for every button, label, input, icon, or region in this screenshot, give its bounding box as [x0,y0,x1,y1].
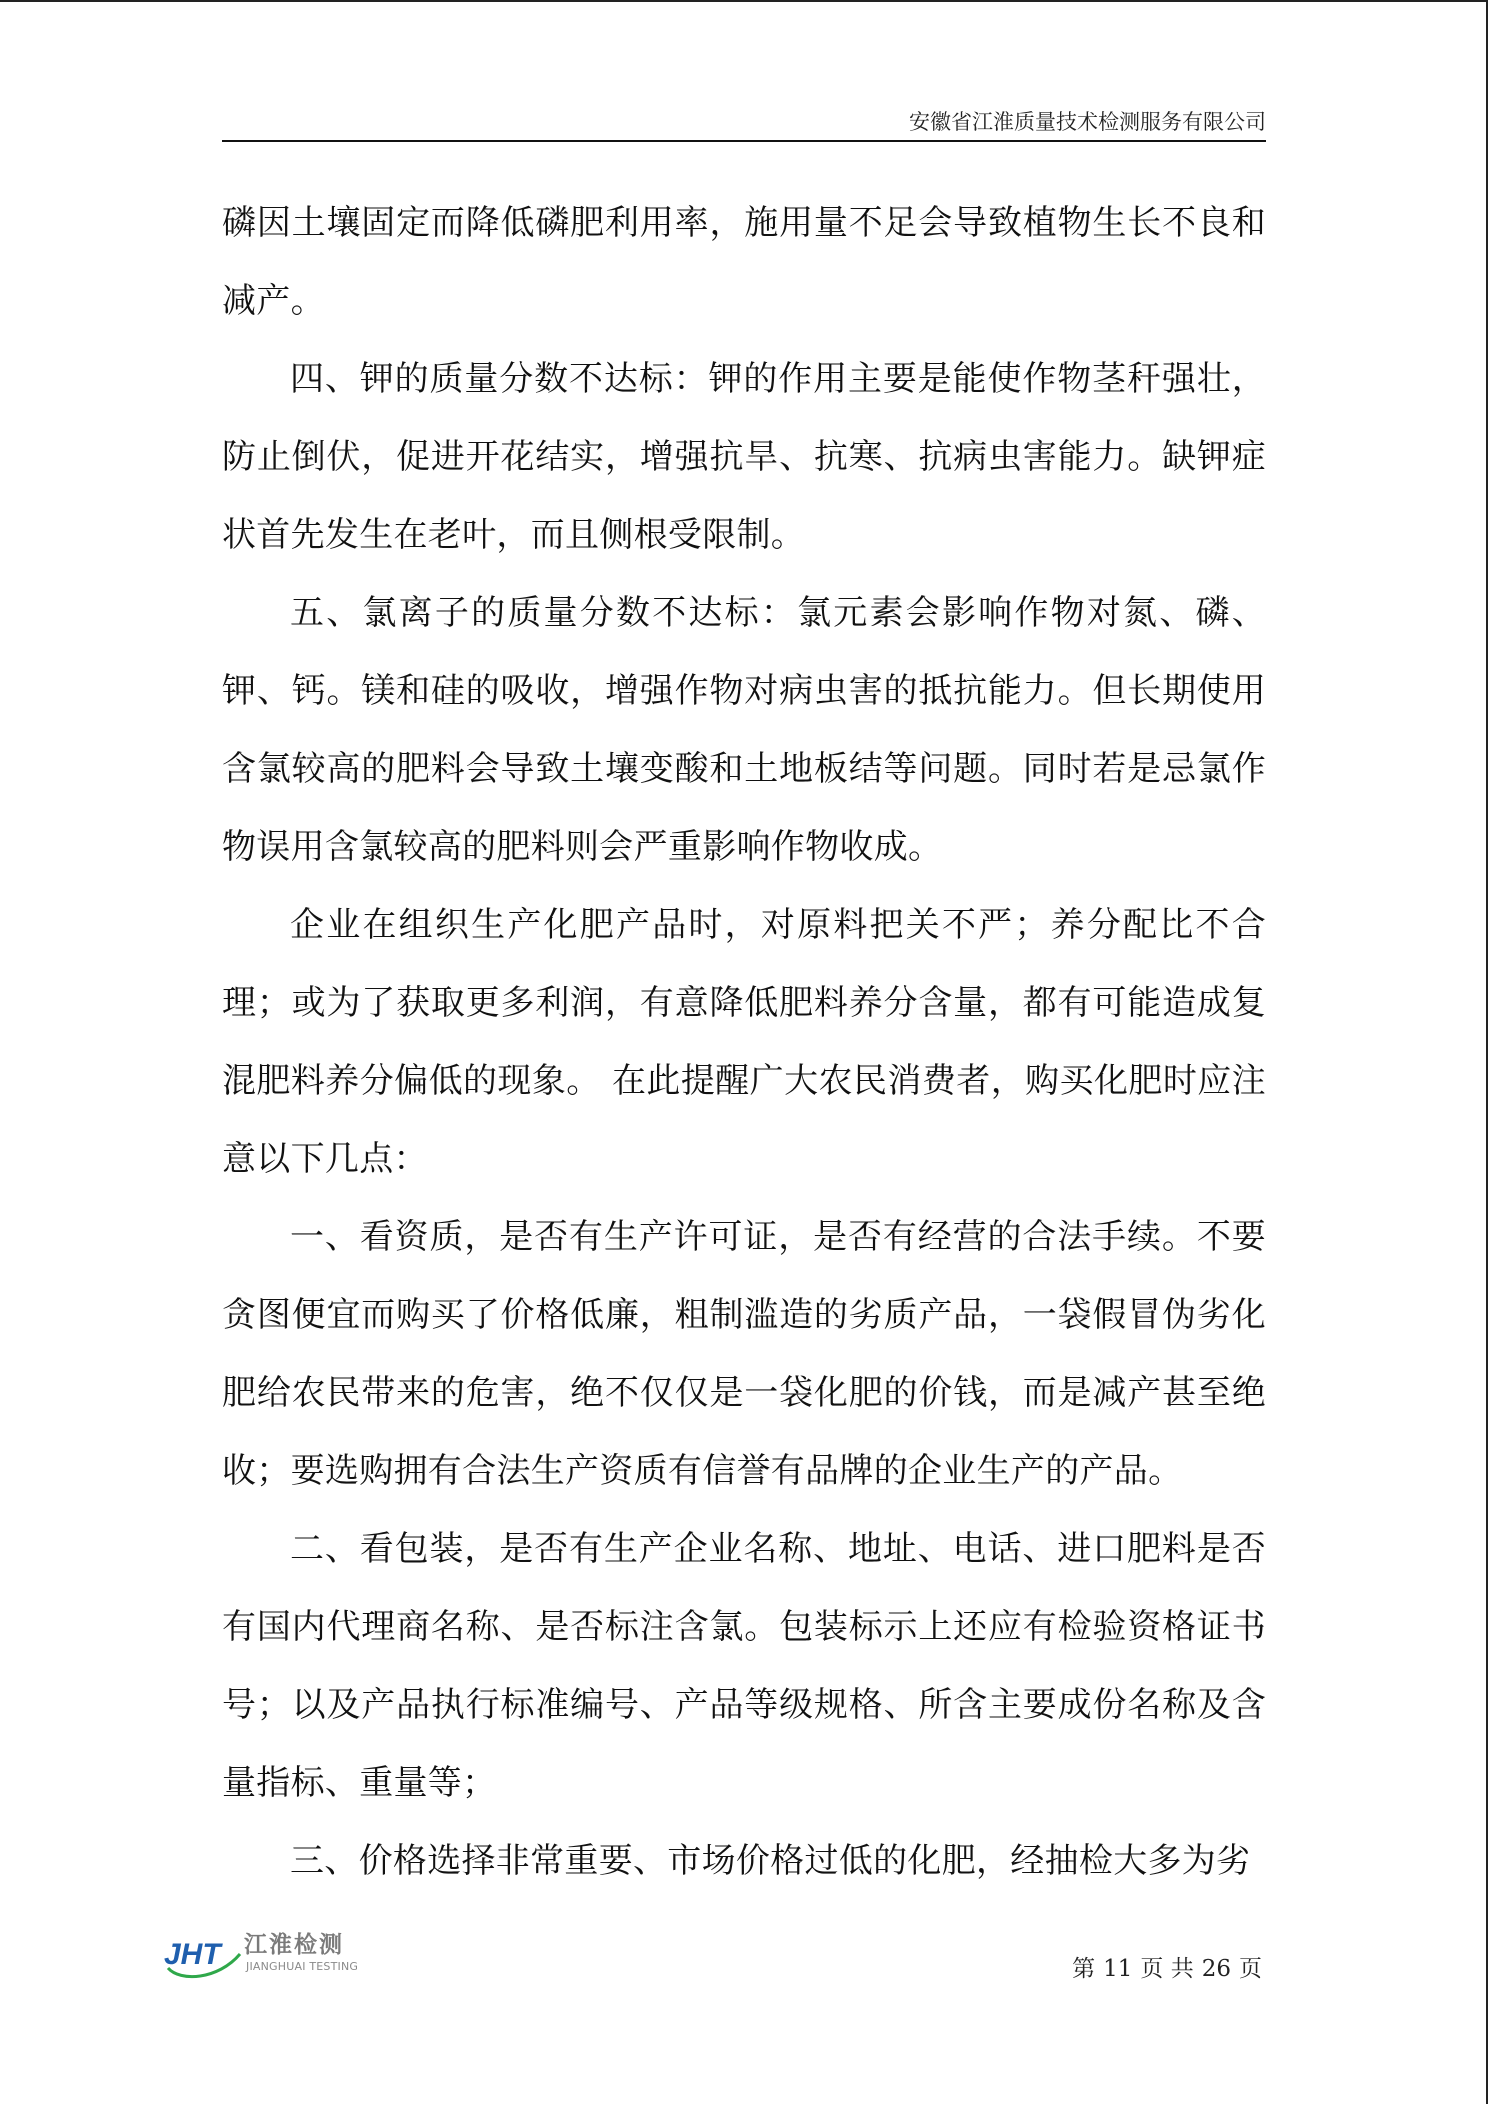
page-number-middle: 页 共 [1140,1956,1194,1982]
paragraph-tip-price: 三、价格选择非常重要、市场价格过低的化肥，经抽检大多为劣 [290,1841,1251,1881]
paragraph-enterprise-causes: 企业在组织生产化肥产品时，对原料把关不严；养分配比不合理；或为了获取更多利润，有意降低肥料养分含量，都有可能造成复混肥料养分偏低的现象。 在此提醒广大农民消费者，购买化肥时应注意以下几点： [222,905,1266,1179]
paragraph-chloride: 五、氯离子的质量分数不达标：氯元素会影响作物对氮、磷、钾、钙。镁和硅的吸收，增强作物对病虫害的抵抗能力。但长期使用含氯较高的肥料会导致土壤变酸和土地板结等问题。同时若是忌氯作物误用含氯较高的肥料则会严重影响作物收成。 [222,593,1266,867]
header-company-name: 安徽省江淮质量技术检测服务有限公司 [909,110,1266,134]
page-header [222,104,1266,142]
page-number-total: 26 [1201,1956,1231,1982]
page-number-prefix: 第 [1072,1956,1096,1982]
paragraph-phosphorus-continued: 磷因土壤固定而降低磷肥利用率，施用量不足会导致植物生长不良和减产。 [222,203,1266,321]
logo-chinese-name: 江淮检测 [244,1932,344,1958]
page-number-suffix: 页 [1239,1956,1262,1982]
paragraph-tip-qualification: 一、看资质，是否有生产许可证，是否有经营的合法手续。不要贪图便宜而购买了价格低廉，粗制滥造的劣质产品，一袋假冒伪劣化肥给农民带来的危害，绝不仅仅是一袋化肥的价钱，而是减产甚至绝收；要选购拥有合法生产资质有信誉有品牌的企业生产的产品。 [222,1217,1266,1491]
paragraph-potassium: 四、钾的质量分数不达标：钾的作用主要是能使作物茎秆强壮，防止倒伏，促进开花结实，增强抗旱、抗寒、抗病虫害能力。缺钾症状首先发生在老叶，而且侧根受限制。 [222,359,1266,555]
page-border-top [0,0,1488,2]
document-body [222,184,1266,1900]
company-logo [162,1924,362,1982]
paragraph-tip-packaging: 二、看包装，是否有生产企业名称、地址、电话、进口肥料是否有国内代理商名称、是否标注含氯。包装标示上还应有检验资格证书号；以及产品执行标准编号、产品等级规格、所含主要成份名称及含量指标、重量等； [222,1529,1266,1803]
page-number-current: 11 [1103,1956,1133,1982]
jht-logo-mark-icon [162,1924,244,1982]
logo-english-name: JIANGHUAI TESTING [246,1960,359,1973]
logo-letters: JHT [164,1938,221,1971]
page-number [1068,1950,1266,1983]
